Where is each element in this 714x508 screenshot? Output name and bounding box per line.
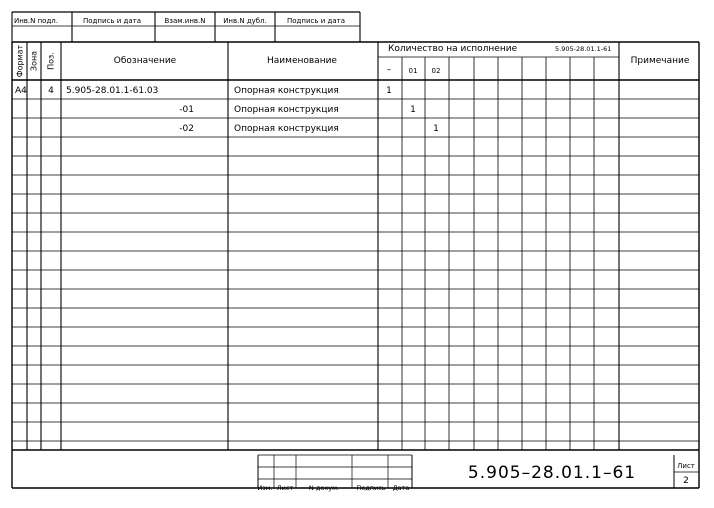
row-3-name: Опорная конструкция (234, 124, 339, 134)
row-1-name: Опорная конструкция (234, 86, 339, 96)
header-sub-02: 02 (431, 67, 441, 75)
stamp-inv-duplicate: Инв.N дубл. (223, 17, 267, 25)
label-sheet: Лист (276, 484, 294, 492)
header-sub-01: 01 (408, 67, 418, 75)
row-2-name: Опорная конструкция (234, 105, 339, 115)
header-pos: Поз. (46, 52, 56, 70)
row-1-format: A4 (15, 86, 27, 96)
label-signature: Подпись (356, 484, 386, 492)
header-zone: Зона (29, 50, 39, 72)
row-1-designation: 5.905-28.01.1-61.03 (66, 86, 159, 96)
sheet-number: 2 (683, 476, 689, 486)
row-1-pos: 4 (48, 86, 54, 96)
row-2-qty-01: 1 (410, 105, 416, 115)
label-revision: Изм. (257, 484, 273, 492)
label-document-no: N докум. (308, 484, 340, 492)
header-sub-base: – (386, 65, 392, 75)
doc-code: 5.905–28.01.1–61 (467, 463, 637, 483)
stamp-replacement-inv: Взам.инв.N (164, 17, 206, 25)
stamp-signature-date-1: Подпись и дата (83, 17, 141, 25)
stamp-signature-date-2: Подпись и дата (287, 17, 345, 25)
label-date: Дата (392, 484, 410, 492)
row-2-designation: -01 (179, 105, 194, 115)
sheet-label: Лист (677, 462, 695, 470)
row-3-designation: -02 (179, 124, 194, 134)
header-designation: Обозначение (113, 56, 177, 66)
stamp-inv-original: Инв.N подл. (13, 17, 59, 25)
row-3-qty-02: 1 (433, 124, 439, 134)
header-name: Наименование (267, 56, 337, 66)
header-quantity: Количество на исполнение (388, 44, 518, 54)
header-note: Примечание (630, 56, 690, 66)
header-format: Формат (15, 44, 25, 78)
row-1-qty-base: 1 (386, 86, 392, 96)
header-quantity-code: 5.905-28.01.1-61 (555, 45, 612, 53)
